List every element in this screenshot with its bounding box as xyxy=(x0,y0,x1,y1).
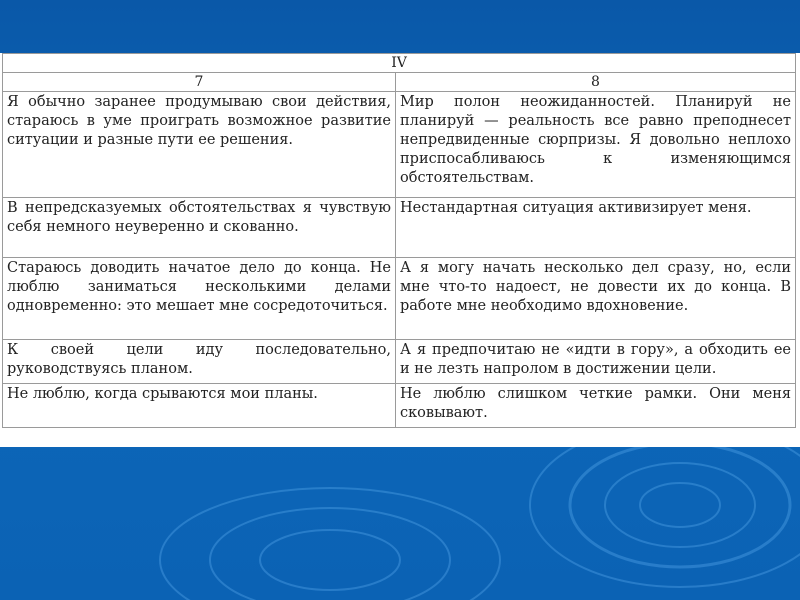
table-row xyxy=(3,92,796,198)
comparison-table xyxy=(2,53,796,428)
cell-left: Не люблю, когда срываются мои планы. xyxy=(3,384,396,428)
cell-left: В непредсказуемых обстоятельствах я чувствую себя немного неуверенно и скованно. xyxy=(3,198,396,258)
cell-left: Стараюсь доводить начатое дело до конца. Не люблю заниматься несколькими делами одновременно: это мешает мне сосредоточиться. xyxy=(3,258,396,340)
table-row xyxy=(3,340,796,384)
column-header-right: 8 xyxy=(396,73,796,92)
column-header-left: 7 xyxy=(3,73,396,92)
table-row xyxy=(3,258,796,340)
cell-right: Нестандартная ситуация активизирует меня. xyxy=(396,198,796,258)
table-section-row xyxy=(3,54,796,73)
table-row xyxy=(3,198,796,258)
cell-left: Я обычно заранее продумываю свои действия, стараюсь в уме проиграть возможное развитие ситуации и разные пути ее решения. xyxy=(3,92,396,198)
cell-right: Не люблю слишком четкие рамки. Они меня сковывают. xyxy=(396,384,796,428)
section-label: IV xyxy=(3,54,796,73)
table-header-row xyxy=(3,73,796,92)
cell-right: А я могу начать несколько дел сразу, но, если мне что-то надоест, не довести их до конца. В работе мне необходимо вдохновение. xyxy=(396,258,796,340)
cell-left: К своей цели иду последовательно, руководствуясь планом. xyxy=(3,340,396,384)
document-table-area xyxy=(0,53,800,447)
cell-right: А я предпочитаю не «идти в гору», а обходить ее и не лезть напролом в достижении цели. xyxy=(396,340,796,384)
table-row xyxy=(3,384,796,428)
cell-right: Мир полон неожиданностей. Планируй не планируй — реальность все равно преподнесет непредвиденные сюрпризы. Я довольно неплохо приспосабливаюсь к изменяющимся обстоятельствам. xyxy=(396,92,796,198)
